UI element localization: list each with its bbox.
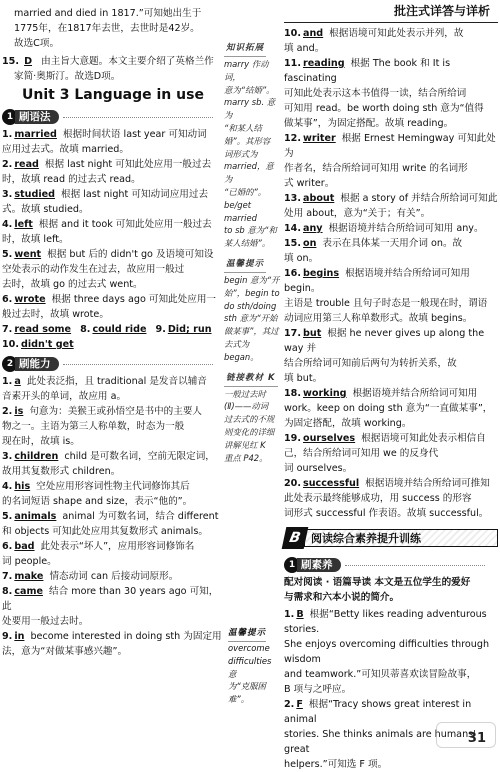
list-item [284,431,498,476]
text-line: She enjoys overcoming difficulties through wisdom [284,639,490,665]
item-number: 17. [284,328,301,339]
answer: read some [14,324,72,335]
explanation: 情态动词 can 后接动词原形。 [49,571,179,582]
explanation: animal 为可数名词，结合 different [62,511,219,522]
text-line: 和 objects 可知此处应用其复数形式 animals。 [2,526,208,537]
list-item [2,292,224,322]
answer: is [14,406,24,417]
section-tag-ability [2,356,213,372]
k-badge: K [267,372,276,383]
list-item [2,584,224,629]
text-line: 词 people。 [2,556,57,567]
text-line [2,54,224,69]
explanation: 根据时间状语 last year 可知动词 [62,129,207,140]
note-tip-begin [224,254,282,364]
text-line: 故选C项。 [14,38,60,49]
item-number: 15. [2,56,19,67]
item-number: 8. [80,324,91,335]
item-number: 13. [284,193,301,204]
item-number: 9. [155,324,166,335]
text-line: 做某事”，为固定搭配。故填 reading。 [284,118,454,129]
list-item [2,569,224,584]
answer: his [14,481,31,492]
text-line: 动词应用第三人称单数形式。故填 begins。 [284,313,473,324]
list-item [2,539,224,569]
answer: in [14,631,25,642]
text-line: 主语是 trouble 且句子时态是一般现在时，谓语 [284,298,488,309]
note-text: begin 意为“开 始”，begin to do sth/doing sth 意为“开始 做某事”，其过 去式为 began。 [224,274,280,362]
section-label: 刷素养 [297,558,341,572]
page-header-title: 批注式详答与详析 [393,4,490,18]
item-15 [2,54,224,84]
list-item [2,157,224,187]
item-number: 14. [284,223,301,234]
text-line: married and died in 1817.”可知她出生于 [14,8,202,19]
answer: working [303,388,347,399]
item-number: 9. [2,631,13,642]
explanation: 根据 but 后的 didn't go 及语境可知设 [47,249,214,260]
item-number: 16. [284,268,301,279]
list-item [2,247,224,292]
page-number: 31 [467,731,486,746]
text-line: 1775年，在1817年去世，去世时是42岁。 [14,23,200,34]
list-item [284,56,498,131]
note-tag: 温馨提示 [224,257,266,273]
section-number-icon: 1 [2,109,18,125]
text-line: 结合所给词可知前后两句为转折关系，故 [284,358,457,369]
list-item [284,266,498,326]
list-item [284,476,498,521]
answer: D [24,56,33,67]
explanation: 结合 more than 30 years ago 可知，此 [2,586,219,612]
answer: F [296,699,303,710]
explanation: 根据 The book 和 It is fascinating [284,58,451,84]
explanation: 根据语境并结合所给词可知用 [352,388,478,399]
explanation: 根据 a story of 并结合所给词可知此 [340,193,498,204]
explanation: 此处表泛指，且 traditional 是发音以辅音 [26,376,207,387]
item-number: 5. [2,511,13,522]
item-number: 2. [284,699,295,710]
answer: but [303,328,322,339]
text-line: 音素开头的单词，故应用 a。 [2,391,127,402]
text-line: 己，结合所给词可知用 we 的反身代 [284,448,439,459]
list-item [284,221,498,236]
item-number: 5. [2,249,13,260]
text-line: 填 on。 [284,253,319,264]
list-item [2,479,224,509]
explanation: 根据 he never gives up along the way 并 [284,328,485,354]
item-number: 4. [2,219,13,230]
item-number: 6. [2,294,13,305]
list-item [284,236,498,266]
text-line: 可知此处表示这本书值得一读，结合所给词 [284,88,467,99]
list-item [2,322,224,337]
item-number: 18. [284,388,301,399]
text-line: 式 writer。 [284,178,335,189]
dotted-divider [63,364,213,365]
section-number-icon: 2 [2,356,18,372]
dotted-divider [63,117,213,118]
text-line: 处用 about，意为“关于；有关”。 [284,208,431,219]
list-item [2,374,224,404]
item-number: 2. [2,159,13,170]
item-number: 1. [2,376,13,387]
left-column [2,6,224,659]
dotted-divider [345,565,485,566]
text-line: 配对阅读 · 语篇导读 本文是五位学生的爱好 [284,577,471,588]
text-line: 词形式 successful 作表语。故填 successful。 [284,508,489,519]
grammar-items [2,127,224,352]
section-tag-literacy [284,557,485,573]
list-item [284,386,498,431]
ability-items-continued [284,26,498,521]
note-tag: 温馨提示 [228,626,266,642]
list-item [284,26,498,56]
explanation: 根据语境并结合所给词可推知 [365,478,490,489]
right-column [284,26,498,772]
section-banner-reading [284,527,498,549]
item-number: 1. [284,609,295,620]
item-number: 3. [2,189,13,200]
text-line: helpers.”可知选 F 项。 [284,759,388,770]
note-tip-overcome: overcome difficulties 意 为“克服困 难”。 [228,643,272,705]
answer: left [14,219,33,230]
text-line: 法，意为“对做某事感兴趣”。 [2,646,128,657]
list-item [2,127,224,157]
section-label: 刷语法 [15,110,59,124]
text-line: stories. She thinks animals are humans' great [284,729,476,755]
explanation: become interested in doing sth 为固定用 [30,631,222,642]
item-number: 20. [284,478,301,489]
list-item [2,337,224,352]
answer: came [14,586,43,597]
text-line: 与需求和六本小说的简介。 [284,592,400,603]
list-item [2,449,224,479]
text-line: 应用过去式。故填 married。 [2,144,129,155]
item-number: 3. [2,451,13,462]
item-number: 7. [2,324,13,335]
explanation: 表示在具体某一天用介词 on。故 [322,238,463,249]
text-line: 为固定搭配，故填 working。 [284,418,412,429]
text-line: 填 but。 [284,373,323,384]
note-text: marry 作动词， 意为“结婚”。 marry sb. 意为 “和某人结 婚”。其形容 词形式为 married，意为 “已婚的”。 be/get married to sb 意为“和 某人结婚”。 [224,59,277,249]
banner-title: 阅读综合素养提升训练 [304,529,498,547]
answer: ourselves [303,433,356,444]
text-line: 去时，故填 go 的过去式 went。 [2,279,143,290]
text-line: 般过去时，故填 wrote。 [2,309,109,320]
answer: successful [303,478,360,489]
list-item [2,629,224,659]
list-item [2,404,224,449]
explanation: 根据语境可知此处表示并列，故 [329,28,464,39]
note-knowledge-extension [224,38,282,250]
banner-letter-icon: B [282,527,309,549]
answer: make [14,571,44,582]
item-number: 11. [284,58,301,69]
answer: children [14,451,59,462]
explanation: 根据 last night 可知动词应用过去 [61,189,209,200]
text-line: 物之一。主语为第三人称单数，时态为一般 [2,421,185,432]
list-item [284,131,498,191]
explanation: 根据语境并结合所给词可知用 any。 [328,223,484,234]
section-tag-grammar [2,109,213,125]
answer: on [303,238,317,249]
answer: could ride [92,324,147,335]
explanation: 根据语境可知此处表示相信自 [361,433,486,444]
unit-title: Unit 3 Language in use [22,87,204,103]
text-line: 空处表示的动作发生在过去，故应用一般过 [2,264,185,275]
answer: reading [303,58,345,69]
item-number: 8. [2,586,13,597]
explanation: 根据 three days ago 可知此处应用一 [51,294,217,305]
answer: any [303,223,323,234]
header-rule [284,22,498,23]
item-number: 12. [284,133,301,144]
answer: a [14,376,21,387]
item-number: 19. [284,433,301,444]
explanation: 由主旨大意题。本文主要介绍了英格兰作 [41,56,214,67]
list-item [2,509,224,539]
text-line: 此处表示最终能够成功，用 success 的形容 [284,493,472,504]
answer: went [14,249,42,260]
answer: and [303,28,324,39]
item-number: 10. [2,339,19,350]
answer: bad [14,541,35,552]
text-line: 的名词短语 shape and size，表示“他的”。 [2,496,193,507]
section-number-icon: 1 [284,557,300,573]
margin-notes-column [224,38,282,468]
answer: about [303,193,335,204]
answer: didn't get [21,339,74,350]
explanation: 根据 last night 可知此处应用一般过去 [44,159,212,170]
answer: Did; run [167,324,212,335]
text-line: 现在时，故填 is。 [2,436,80,447]
text-line: 可知用 read。be worth doing sth 意为“值得 [284,103,484,114]
text-line: B 项与之呼应。 [284,684,352,695]
text-line: 处要用一般过去时。 [2,616,89,627]
text-line: 填 and。 [284,43,325,54]
explanation: 空处应用形容词性物主代词修饰其后 [36,481,190,492]
watermark-logo [436,722,496,748]
intro-block [2,6,224,51]
explanation: 根据语境并结合所给词可知用 begin。 [284,268,470,294]
text-line: 家简·奥斯汀。故选D项。 [14,71,121,82]
note-tag: 链接教材 K [224,371,278,387]
list-item [2,217,224,247]
answer: B [296,609,304,620]
explanation: 句意为：美猴王或孙悟空是书中的主要人 [29,406,203,417]
item-number: 2. [2,406,13,417]
explanation: 根据 Ernest Hemingway 可知此处为 [284,133,496,159]
list-item [2,187,224,217]
answer: begins [303,268,340,279]
item-number: 7. [2,571,13,582]
item-number: 15. [284,238,301,249]
answer: animals [14,511,57,522]
answer: studied [14,189,55,200]
answer: wrote [14,294,46,305]
note-tag: 知识拓展 [224,41,266,57]
text-line: 词 ourselves。 [284,463,353,474]
note-text: 一般过去时 (Ⅱ)——动词 过去式的不规 则变化的详细 讲解见红 K 重点 P42。 [224,388,275,463]
list-item [284,191,498,221]
note-textbook-link [224,368,282,465]
text-line: 时，故填 left。 [2,234,69,245]
explanation: child 是可数名词，空前无限定词， [64,451,215,462]
item-number: 4. [2,481,13,492]
answer: read [14,159,39,170]
ability-items [2,374,224,659]
text-line: and teamwork.”可知贝蒂喜欢读冒险故事， [284,669,477,680]
section-label: 刷能力 [15,357,59,371]
item-number: 1. [2,129,13,140]
list-item [284,607,498,697]
explanation: 根据“Tracy shows great interest in animal [284,699,472,725]
reading-intro [284,575,498,605]
text-line: 式。故填 studied。 [2,204,89,215]
explanation: 根据 and it took 可知此处应用一般过去 [38,219,212,230]
text-line: 作者名，结合所给词可知用 write 的名词形 [284,163,468,174]
text-line: 故用其复数形式 children。 [2,466,121,477]
text-line: 时，故填 read 的过去式 read。 [2,174,141,185]
answer: writer [303,133,336,144]
item-number: 10. [284,28,301,39]
explanation: 根据“Betty likes reading adventurous stories. [284,609,487,635]
list-item [284,326,498,386]
text-line: work。keep on doing sth 意为“一直做某事”， [284,403,493,414]
explanation: 此处表示“坏人”，应用形容词修饰名 [40,541,195,552]
answer: married [14,129,57,140]
item-number: 6. [2,541,13,552]
